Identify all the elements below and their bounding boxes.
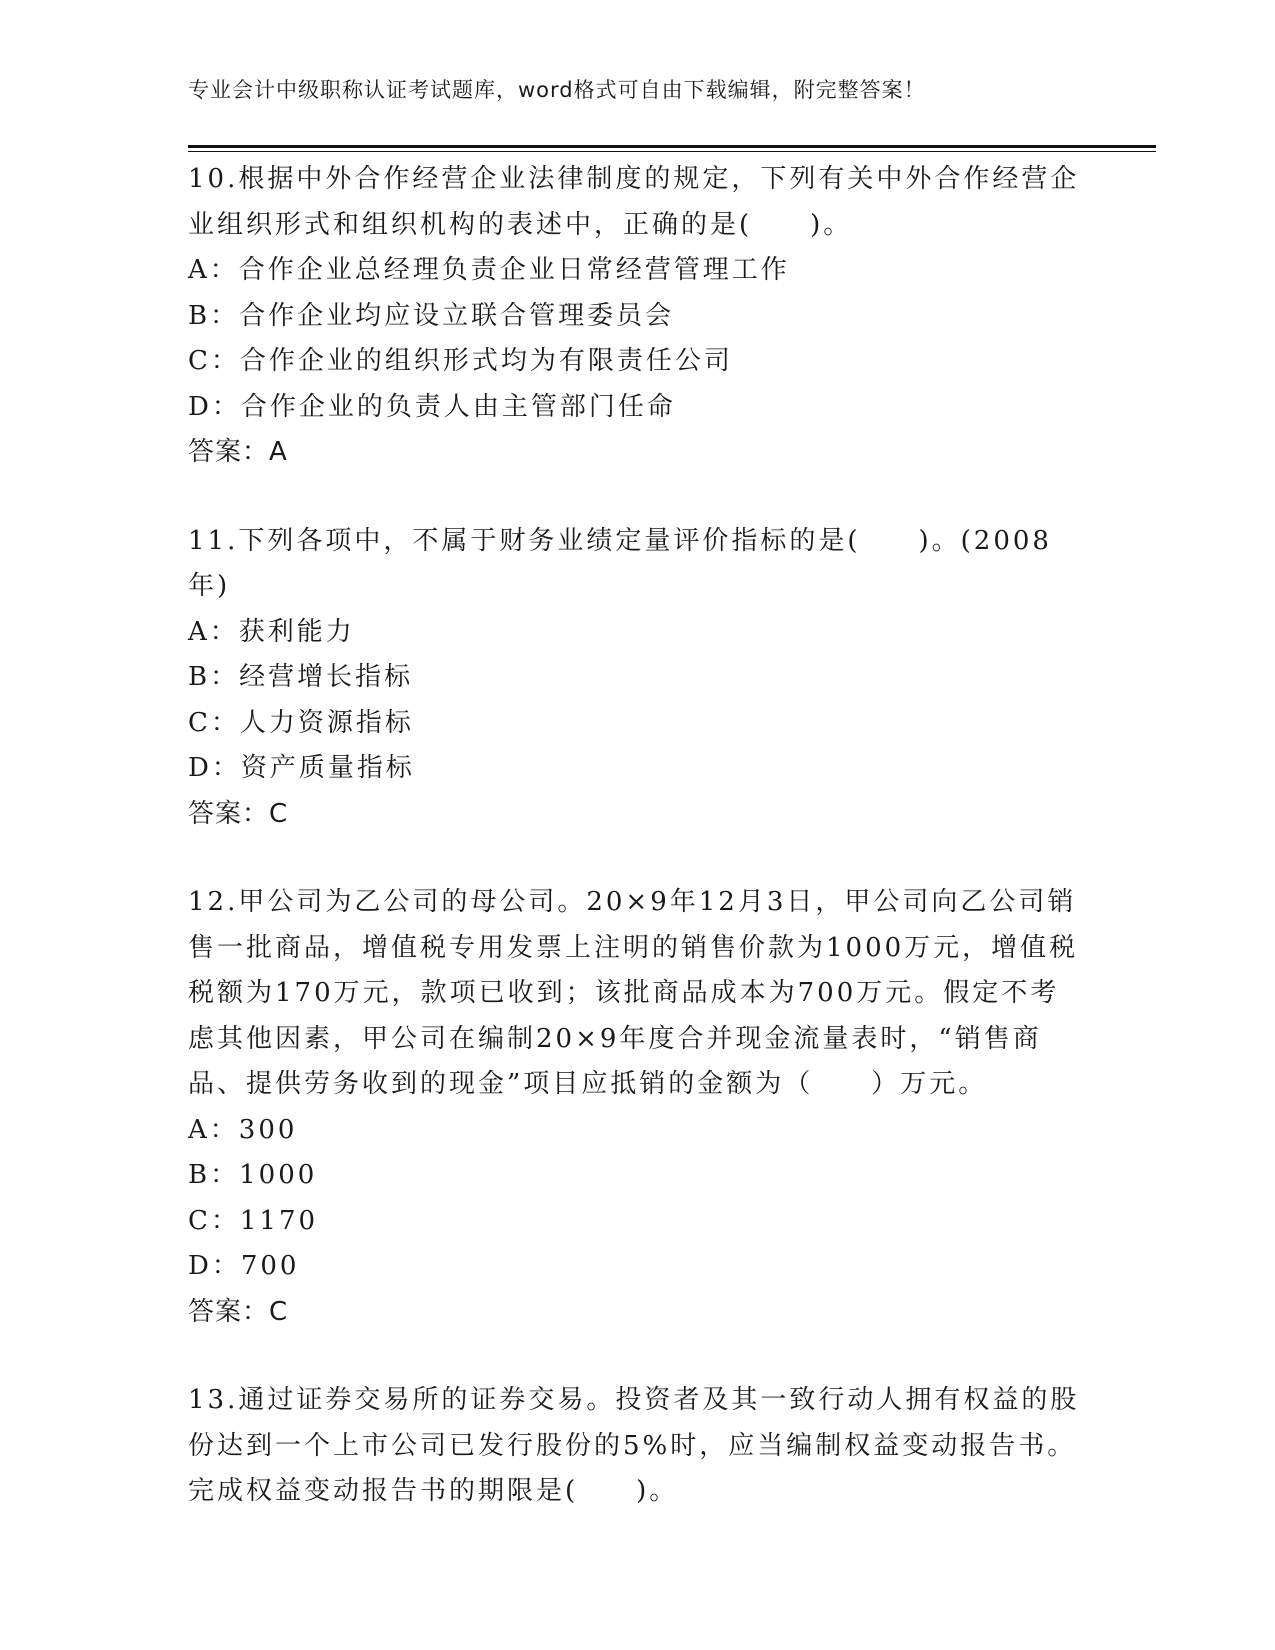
question-text-line: 份达到一个上市公司已发行股份的5%时，应当编制权益变动报告书。 (188, 1430, 1077, 1461)
answer: 答案：C (188, 1296, 289, 1327)
question-text-line: 完成权益变动报告书的期限是( )。 (188, 1476, 679, 1506)
option-a: A：300 (188, 1114, 298, 1145)
option-d: D：合作企业的负责人由主管部门任命 (188, 391, 676, 422)
question-text-line: 13.通过证券交易所的证券交易。投资者及其一致行动人拥有权益的股 (188, 1385, 1080, 1415)
option-c: C：合作企业的组织形式均为有限责任公司 (188, 346, 733, 376)
question-text-line: 12.甲公司为乙公司的母公司。20×9年12月3日，甲公司向乙公司销 (188, 887, 1077, 917)
question-13 (188, 1378, 1088, 1515)
option-d: D：资产质量指标 (188, 753, 415, 783)
option-b: B：合作企业均应设立联合管理委员会 (188, 300, 675, 331)
answer: 答案：C (188, 798, 289, 829)
question-12 (188, 880, 1088, 1335)
question-text-line: 业组织形式和组织机构的表述中，正确的是( )。 (188, 209, 853, 240)
question-text-line: 售一批商品，增值税专用发票上注明的销售价款为1000万元，增值税 (188, 932, 1079, 963)
page-header: 专业会计中级职称认证考试题库，word格式可自由下载编辑，附完整答案！ (188, 78, 926, 102)
option-c: C：人力资源指标 (188, 707, 414, 738)
question-text-line: 品、提供劳务收到的现金”项目应抵销的金额为（ ）万元。 (188, 1069, 988, 1099)
question-text-line: 11.下列各项中，不属于财务业绩定量评价指标的是( )。(2008年) (188, 525, 1052, 601)
option-b: B：经营增长指标 (188, 662, 414, 692)
header-rule-thick (188, 145, 1156, 148)
answer: 答案：A (188, 437, 288, 467)
option-a: A：合作企业总经理负责企业日常经营管理工作 (188, 255, 790, 285)
question-text-line: 税额为170万元，款项已收到；该批商品成本为700万元。假定不考 (188, 978, 1060, 1008)
question-text-line: 10.根据中外合作经营企业法律制度的规定，下列有关中外合作经营企 (188, 164, 1080, 194)
question-10 (188, 157, 1088, 476)
option-a: A：获利能力 (188, 616, 355, 647)
option-b: B：1000 (188, 1160, 318, 1190)
question-list (188, 157, 1088, 1558)
question-text-line: 虑其他因素，甲公司在编制20×9年度合并现金流量表时，“销售商 (188, 1023, 1042, 1054)
question-11 (188, 519, 1088, 838)
header-rule-thin (188, 151, 1156, 152)
option-d: D：700 (188, 1251, 300, 1281)
option-c: C：1170 (188, 1205, 319, 1236)
